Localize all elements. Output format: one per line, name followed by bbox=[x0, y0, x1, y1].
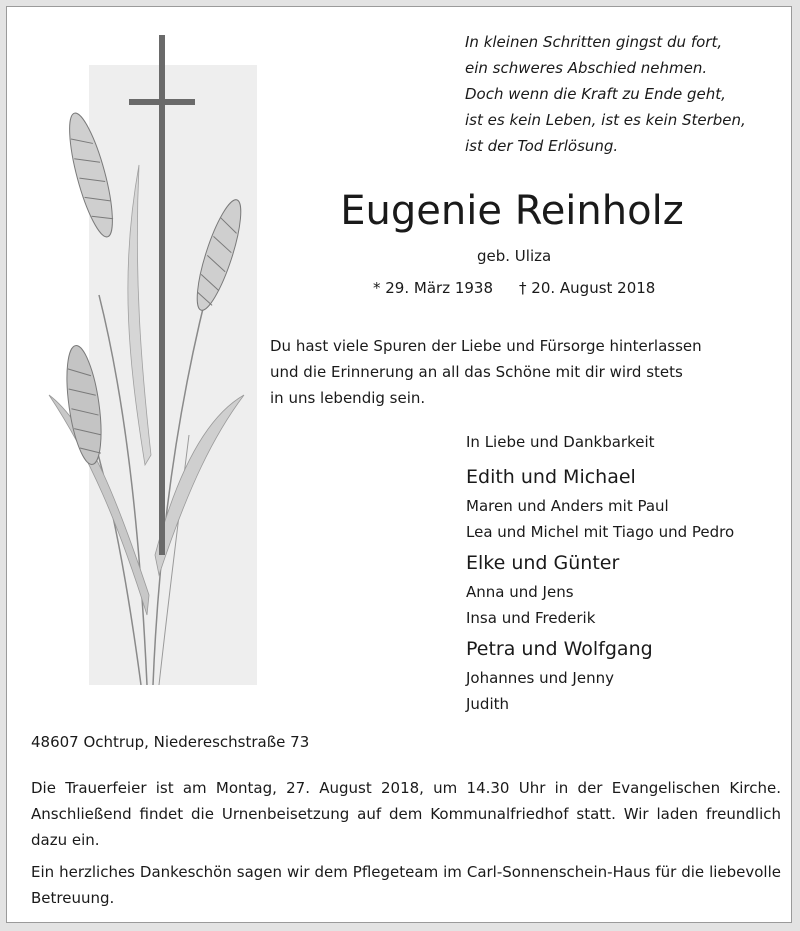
poem-line: ist es kein Leben, ist es kein Sterben, bbox=[465, 111, 746, 129]
mourner-group-head: Petra und Wolfgang bbox=[466, 638, 653, 660]
mourner-group-head: Elke und Günter bbox=[466, 552, 620, 574]
life-dates bbox=[373, 279, 655, 297]
mourner-member: Lea und Michel mit Tiago und Pedro bbox=[466, 523, 735, 541]
message-line: in uns lebendig sein. bbox=[270, 389, 426, 407]
birth-name: geb. Uliza bbox=[477, 247, 552, 265]
mourner-group bbox=[466, 547, 791, 631]
cross-and-wheat-illustration bbox=[29, 35, 257, 685]
mourner-member: Maren und Anders mit Paul bbox=[466, 497, 669, 515]
poem bbox=[465, 29, 785, 159]
death-date: † 20. August 2018 bbox=[519, 279, 656, 297]
poem-line: Doch wenn die Kraft zu Ende geht, bbox=[465, 85, 726, 103]
address: 48607 Ochtrup, Niedereschstraße 73 bbox=[31, 733, 310, 751]
thanks-note: Ein herzliches Dankeschön sagen wir dem Pflegeteam im Carl-Sonnenschein-Haus für die liebevolle Betreuung. bbox=[31, 863, 781, 907]
farewell-message bbox=[270, 333, 780, 411]
birth-date: * 29. März 1938 bbox=[373, 279, 494, 297]
deceased-name: Eugenie Reinholz bbox=[340, 188, 684, 234]
ceremony-info: Die Trauerfeier ist am Montag, 27. August 2018, um 14.30 Uhr in der Evangelischen Kirche. Anschließend findet die Urnenbeisetzung auf dem Kommunalfriedhof statt. Wir laden freundlich dazu ein. bbox=[31, 779, 781, 849]
mourners-intro: In Liebe und Dankbarkeit bbox=[466, 433, 655, 451]
mourner-group bbox=[466, 633, 791, 717]
cross-vertical-beam bbox=[159, 35, 165, 555]
mourner-member: Anna und Jens bbox=[466, 583, 574, 601]
cross-horizontal-beam bbox=[129, 99, 195, 105]
message-line: und die Erinnerung an all das Schöne mit dir wird stets bbox=[270, 363, 683, 381]
poem-line: ein schweres Abschied nehmen. bbox=[465, 59, 708, 77]
message-line: Du hast viele Spuren der Liebe und Fürsorge hinterlassen bbox=[270, 337, 702, 355]
obituary-notice bbox=[6, 6, 792, 923]
mourners-list bbox=[466, 429, 791, 719]
mourner-group bbox=[466, 461, 791, 545]
art-background-panel bbox=[89, 65, 257, 685]
mourner-group-head: Edith und Michael bbox=[466, 466, 636, 488]
mourner-member: Johannes und Jenny bbox=[466, 669, 614, 687]
poem-line: ist der Tod Erlösung. bbox=[465, 137, 619, 155]
mourner-member: Judith bbox=[466, 695, 510, 713]
mourner-member: Insa und Frederik bbox=[466, 609, 596, 627]
poem-line: In kleinen Schritten gingst du fort, bbox=[465, 33, 723, 51]
